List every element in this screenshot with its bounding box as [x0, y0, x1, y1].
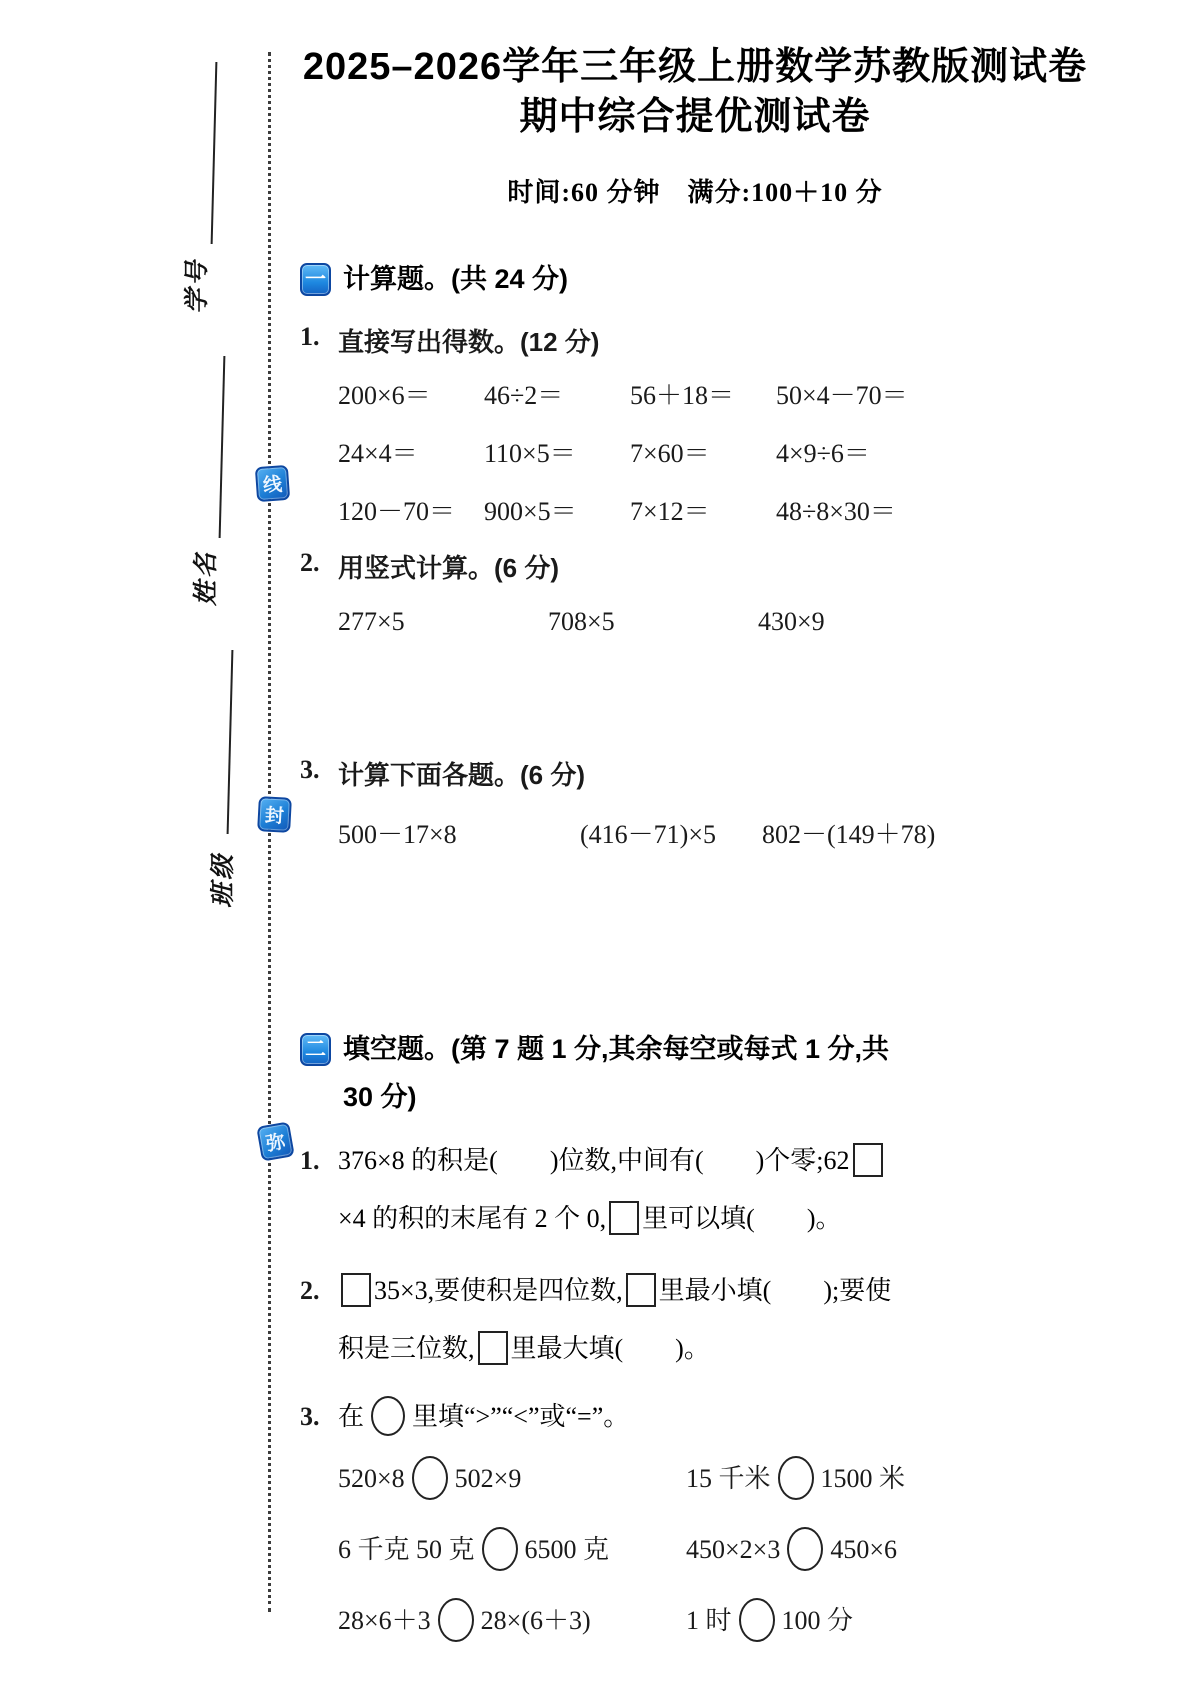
calc-expression: 24×4＝ — [338, 438, 418, 468]
question-s1q2 — [300, 548, 1090, 585]
calc-expression: 430×9 — [758, 606, 825, 636]
compare-right: 100 分 — [781, 1605, 854, 1635]
paper-title-line2: 期中综合提优测试卷 — [519, 96, 871, 139]
compare-right: 502×9 — [454, 1463, 522, 1493]
compare-left: 450×2×3 — [686, 1534, 781, 1564]
compare-left: 520×8 — [338, 1463, 405, 1493]
calc-expression: 50×4－70＝ — [776, 380, 908, 410]
question-s1q1 — [300, 322, 1090, 359]
calc-expression: 46÷2＝ — [484, 380, 564, 410]
calc-expression: 500－17×8 — [338, 819, 457, 849]
question-text: ×4 的积的末尾有 2 个 0, — [338, 1203, 607, 1233]
seal-stamp-icon: 弥 — [256, 1121, 295, 1161]
question-body — [338, 1392, 1090, 1442]
student-id-blank-line — [211, 62, 218, 244]
class-blank-line — [227, 650, 234, 834]
question-text: 里填“>”“<”或“=”。 — [412, 1401, 630, 1431]
calc-expression: 7×12＝ — [630, 496, 710, 526]
compare-circle — [787, 1527, 823, 1571]
comparison-item — [338, 1527, 686, 1573]
paper-title — [300, 42, 1090, 142]
comparison-item — [686, 1527, 1090, 1573]
blank-box — [341, 1273, 371, 1307]
calc-expression: 802－(149＋78) — [762, 819, 936, 849]
question-s2q2 — [300, 1262, 1090, 1378]
fold-dotted-line — [268, 52, 271, 1612]
section-one-badge-icon: 一 — [300, 263, 331, 296]
student-id-label: 学号 — [184, 258, 211, 315]
compare-right: 450×6 — [830, 1534, 897, 1564]
calc-expression: 48÷8×30＝ — [776, 496, 896, 526]
question-title: 用竖式计算。(6 分) — [338, 552, 560, 583]
question-number: 1. — [300, 1145, 320, 1175]
question-number: 1. — [300, 321, 320, 351]
comparison-grid — [338, 1456, 1090, 1644]
compare-circle — [778, 1456, 814, 1500]
comparison-item — [338, 1598, 686, 1644]
vertical-calculation-items — [338, 607, 1090, 637]
calc-expression: 277×5 — [338, 606, 405, 636]
blank-box — [609, 1201, 639, 1235]
section2-header — [300, 1031, 1090, 1116]
blank-box — [626, 1273, 656, 1307]
compare-left: 6 千克 50 克 — [338, 1534, 475, 1564]
question-s2q3 — [300, 1392, 1090, 1442]
calc-expression: 56＋18＝ — [630, 380, 735, 410]
section2-title — [343, 1031, 889, 1116]
compare-circle — [482, 1527, 518, 1571]
name-label: 姓名 — [193, 550, 220, 607]
paper-title-line1: 2025–2026学年三年级上册数学苏教版测试卷 — [302, 46, 1088, 88]
question-text: 积是三位数, — [338, 1333, 475, 1363]
compare-circle — [371, 1396, 405, 1436]
section2-title-line1: 填空题。(第 7 题 1 分,其余每空或每式 1 分,共 — [343, 1033, 890, 1064]
calc-expression: (416－71)×5 — [580, 819, 716, 849]
question-text: 里可以填( )。 — [642, 1203, 842, 1233]
question-number: 3. — [300, 1401, 320, 1431]
question-s2q1 — [300, 1132, 1090, 1248]
question-number: 2. — [300, 1275, 320, 1305]
working-space — [300, 851, 1090, 979]
calc-expression: 7×60＝ — [630, 438, 710, 468]
working-space — [300, 637, 1090, 755]
mixed-calculation-items — [338, 814, 1090, 851]
blank-box — [478, 1331, 508, 1365]
compare-right: 28×(6＋3) — [480, 1605, 591, 1635]
question-number: 2. — [300, 547, 320, 577]
question-body — [338, 1262, 1090, 1378]
comparison-item — [338, 1456, 686, 1502]
compare-circle — [739, 1598, 775, 1642]
question-title: 直接写出得数。(12 分) — [338, 326, 600, 357]
question-text: 35×3,要使积是四位数, — [374, 1275, 623, 1305]
calc-expression: 708×5 — [548, 606, 615, 636]
question-text: 里最大填( )。 — [510, 1333, 710, 1363]
blank-box — [853, 1143, 883, 1177]
calc-expression: 200×6＝ — [338, 380, 431, 410]
question-text: 在 — [338, 1401, 365, 1431]
calc-expression: 900×5＝ — [484, 496, 577, 526]
name-blank-line — [219, 356, 226, 538]
comparison-item — [686, 1598, 1090, 1644]
compare-left: 1 时 — [686, 1605, 732, 1635]
compare-circle — [412, 1456, 448, 1500]
seal-stamp-icon: 线 — [255, 465, 290, 502]
compare-left: 15 千米 — [686, 1463, 771, 1493]
compare-right: 1500 米 — [820, 1463, 906, 1493]
question-text: 里最小填( );要使 — [658, 1275, 892, 1305]
question-body — [338, 1132, 1090, 1248]
question-s1q3 — [300, 755, 1090, 792]
section-two-badge-icon: 二 — [300, 1033, 331, 1066]
time-score-info: 时间:60 分钟 满分:100＋10 分 — [507, 178, 883, 208]
section1-title: 计算题。(共 24 分) — [343, 264, 569, 295]
compare-right: 6500 克 — [524, 1534, 610, 1564]
oral-calculation-grid — [338, 375, 1090, 528]
question-text: 376×8 的积是( )位数,中间有( )个零;62 — [338, 1145, 850, 1175]
compare-left: 28×6＋3 — [338, 1605, 431, 1635]
paper-content — [300, 0, 1090, 1644]
section1-header — [300, 261, 1090, 297]
question-title: 计算下面各题。(6 分) — [338, 759, 586, 790]
question-number: 3. — [300, 754, 320, 784]
calc-expression: 110×5＝ — [484, 438, 576, 468]
calc-expression: 4×9÷6＝ — [776, 438, 870, 468]
seal-stamp-icon: 封 — [257, 796, 292, 833]
compare-circle — [438, 1598, 474, 1642]
section2-title-line2: 30 分) — [343, 1082, 417, 1113]
calc-expression: 120－70＝ — [338, 496, 456, 526]
class-label: 班级 — [210, 852, 237, 909]
comparison-item — [686, 1456, 1090, 1502]
